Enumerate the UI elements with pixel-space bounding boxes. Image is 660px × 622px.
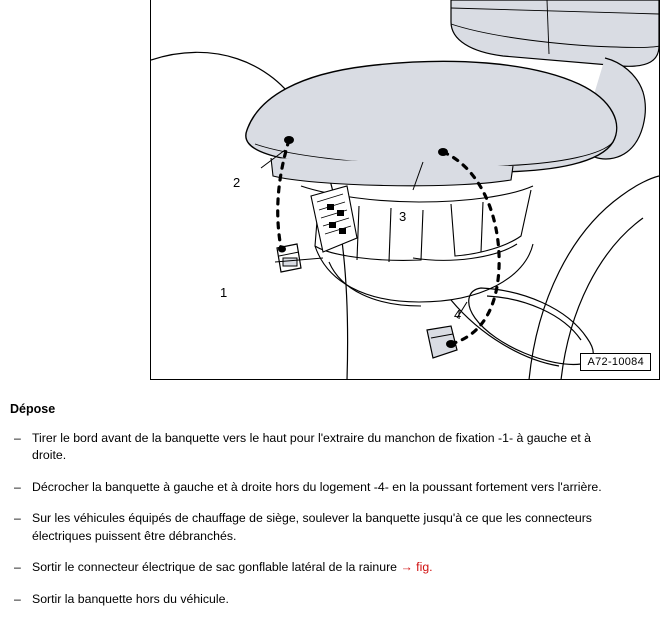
- step-marker: –: [14, 479, 21, 494]
- list-item: [8, 510, 650, 545]
- rear-seat-bench-illustration: [151, 0, 659, 380]
- list-item: [8, 559, 650, 576]
- callout-2: 2: [233, 175, 241, 190]
- figure-link[interactable]: fig.: [416, 560, 433, 575]
- figure-panel: [150, 0, 660, 380]
- callout-4: 4: [454, 307, 462, 322]
- step-text: Décrocher la banquette à gauche et à droite hors du logement -4- en la poussant fortement vers l'arrière.: [32, 479, 602, 494]
- callout-1: 1: [220, 285, 228, 300]
- list-item: [8, 591, 650, 608]
- cross-reference-arrow-icon: →: [400, 560, 413, 575]
- step-text: Sortir la banquette hors du véhicule.: [32, 591, 229, 606]
- list-item: [8, 479, 650, 496]
- step-marker: –: [14, 560, 21, 575]
- procedure-step-list: [8, 430, 650, 608]
- section-heading: Dépose: [10, 402, 56, 416]
- procedure-section: [0, 390, 660, 622]
- step-text: Tirer le bord avant de la banquette vers le haut pour l'extraire du manchon de fixation -1- à gauche et à droite.: [32, 431, 592, 463]
- figure-reference-code: A72-10084: [580, 353, 651, 371]
- step-marker: –: [14, 431, 21, 445]
- step-text: Sortir le connecteur électrique de sac gonflable latéral de la rainure: [32, 560, 398, 575]
- list-item: [8, 430, 650, 465]
- step-marker: –: [14, 511, 21, 526]
- callout-3: 3: [399, 209, 407, 224]
- step-marker: –: [14, 591, 21, 606]
- step-text: Sur les véhicules équipés de chauffage de siège, soulever la banquette jusqu'à ce que les connecteurs électriques puissent être débranchés.: [32, 511, 592, 543]
